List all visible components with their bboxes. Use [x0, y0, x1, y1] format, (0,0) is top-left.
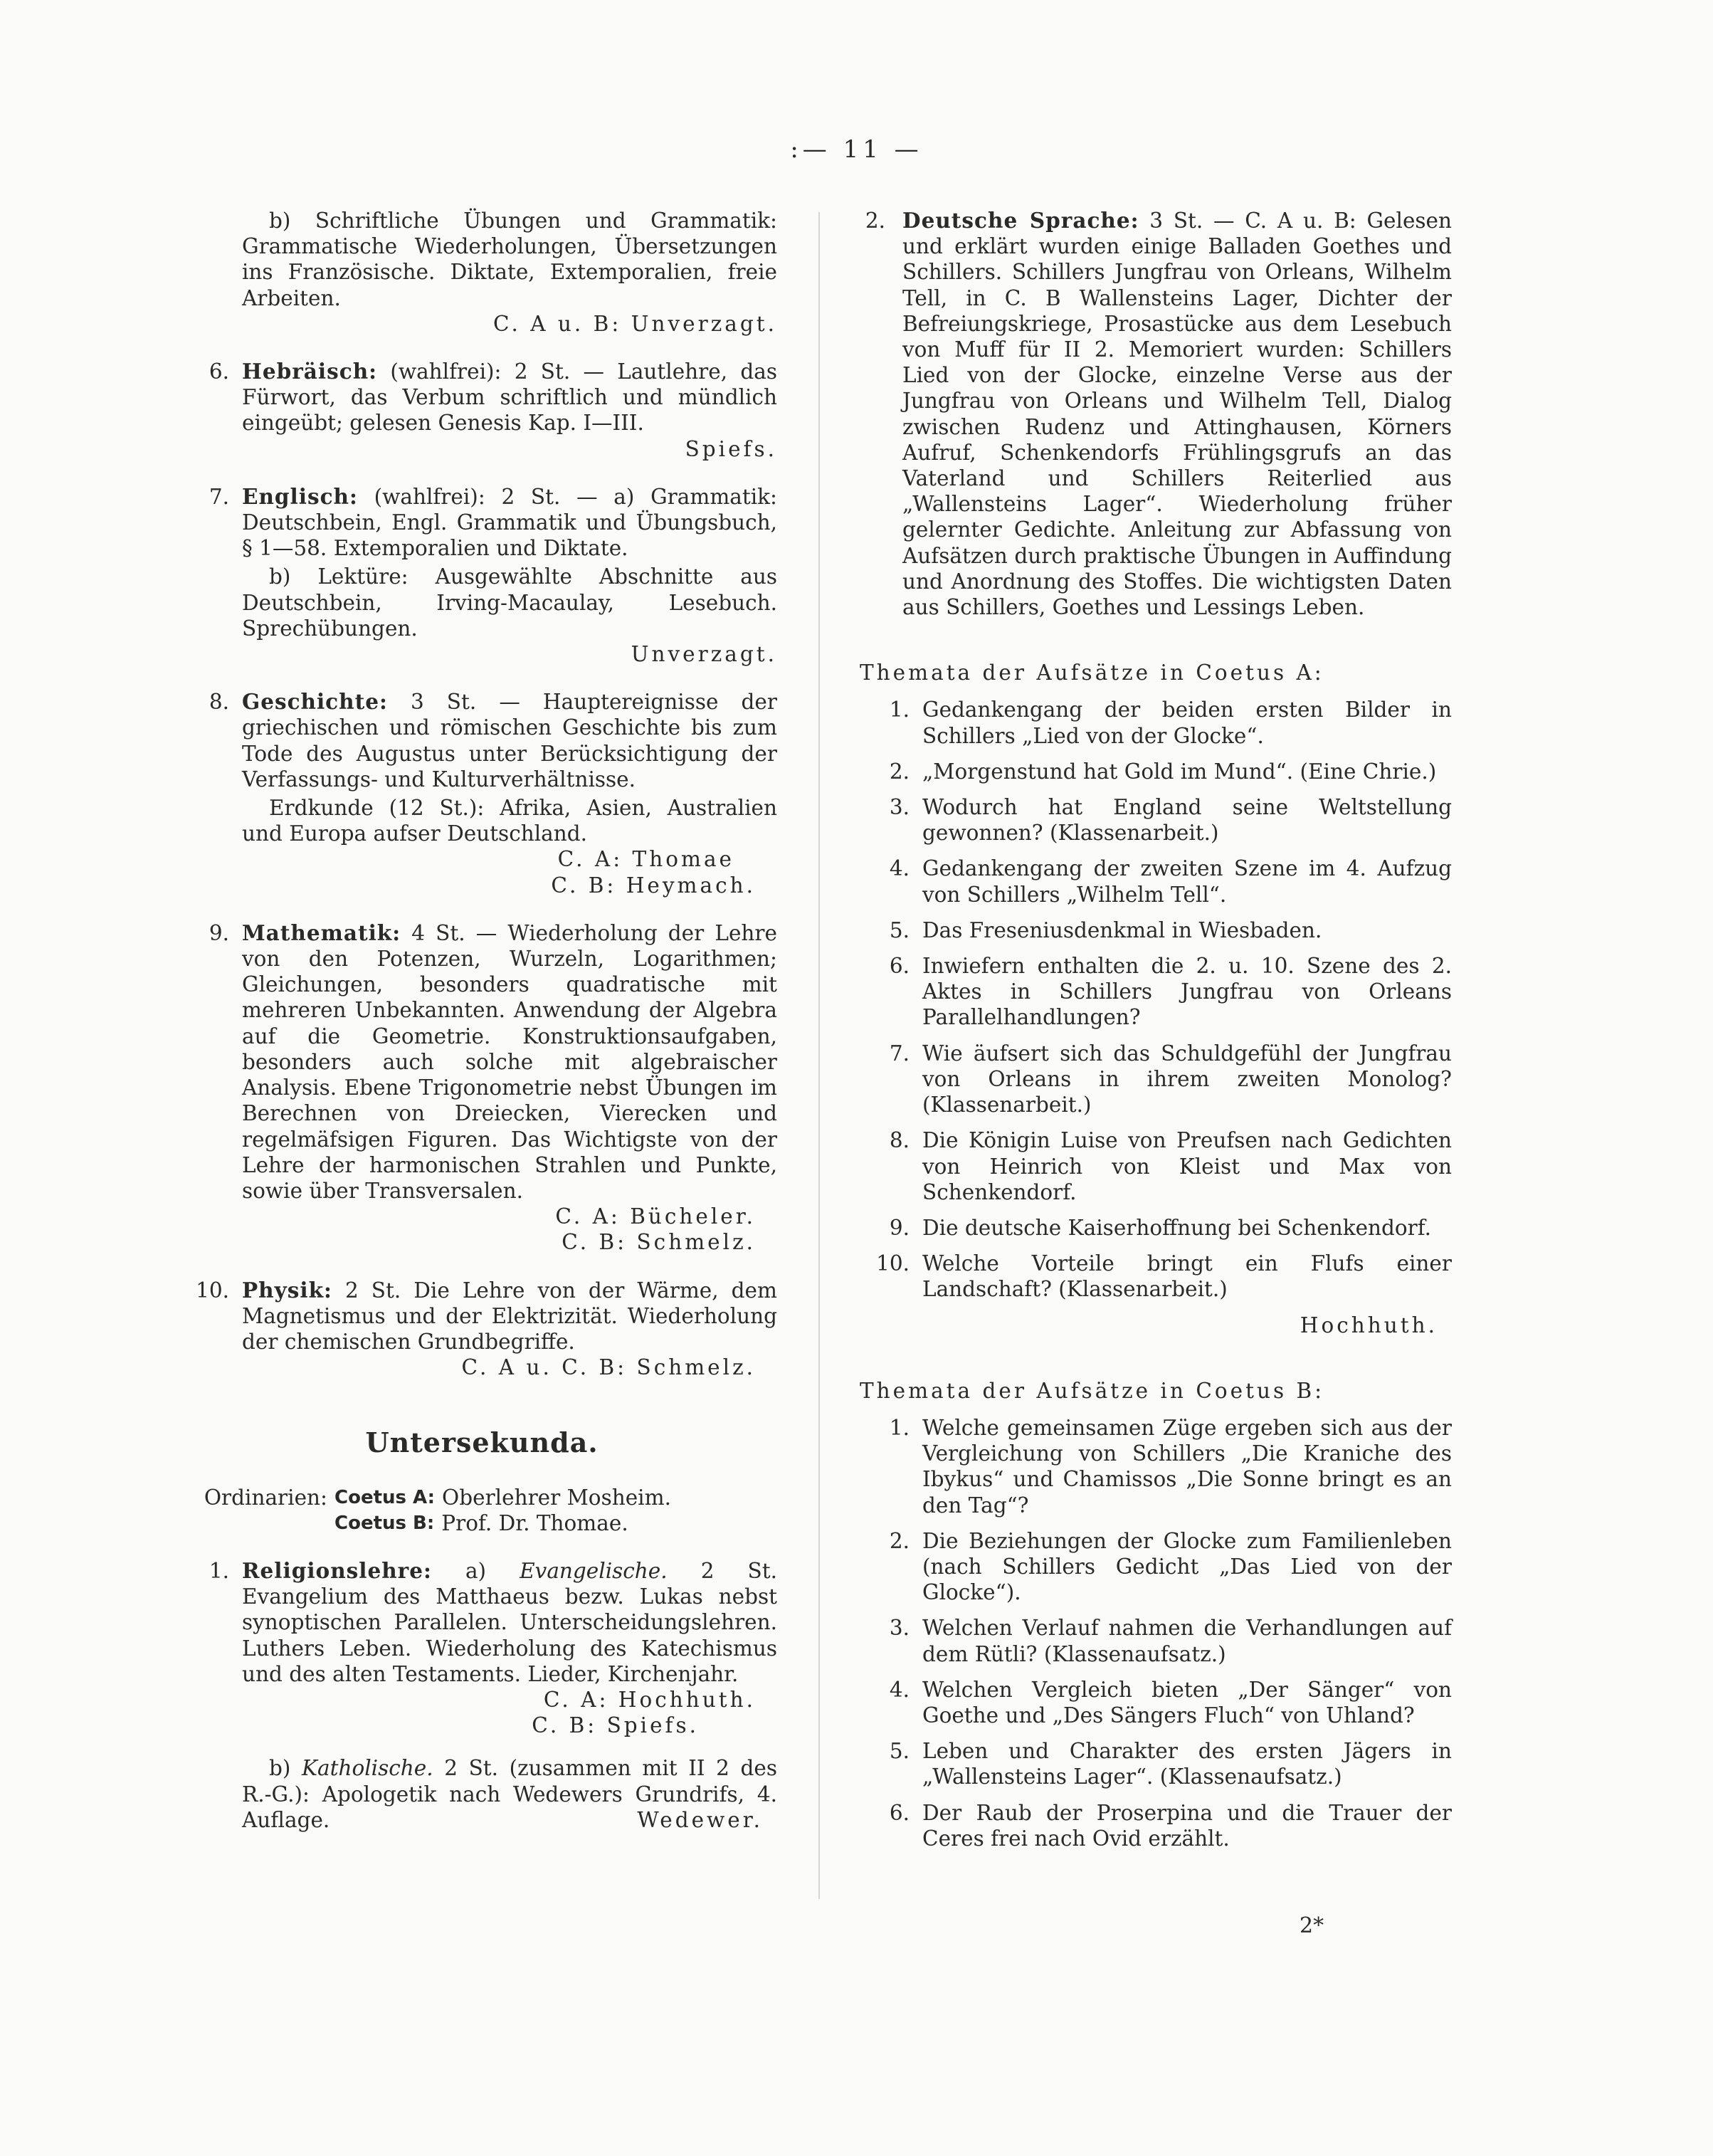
item-number: 8.	[209, 690, 229, 715]
ordinarien-label: Ordinarien:	[204, 1485, 327, 1510]
topics-b-heading: Themata der Aufsätze in Coetus B:	[860, 1378, 1325, 1403]
right-column	[860, 208, 1452, 1861]
topics-a-list	[860, 697, 1452, 1302]
topic-number: 4.	[889, 856, 910, 881]
subject-math	[186, 920, 777, 1256]
topic-text: Welchen Verlauf nahmen die Verhandlungen auf dem Rütli? (Klassenaufsatz.)	[922, 1616, 1452, 1666]
topic-number: 1.	[889, 1415, 910, 1440]
subject-subtext: b) Lektüre: Ausgewählte Abschnitte aus Deutschbein, Irving-Macaulay, Lesebuch. Sprechübungen.	[242, 564, 777, 641]
topic-item	[860, 917, 1452, 943]
subject-title: Deutsche Sprache:	[902, 208, 1139, 233]
religion-b-kind: Katholische.	[302, 1756, 433, 1781]
teacher-name: C. A: Bücheler.	[555, 1204, 756, 1229]
subject-text: (wahlfrei): 2 St. — Lautlehre, das Fürwort, das Verbum schriftlich und mündlich eingeübt; gelesen Genesis Kap. I—III.	[242, 359, 777, 436]
subject-text: (wahlfrei): 2 St. — a) Grammatik: Deutschbein, Engl. Grammatik und Übungsbuch, § 1—58. Extemporalien und Diktate.	[242, 484, 777, 561]
topic-number: 6.	[889, 954, 910, 979]
item-number: 6.	[209, 359, 229, 384]
item-number: 1.	[209, 1558, 229, 1583]
religion-a-label: a)	[465, 1558, 487, 1583]
topic-text: Der Raub der Proserpina und die Trauer der Ceres frei nach Ovid erzählt.	[922, 1800, 1452, 1851]
topic-text: Wodurch hat England seine Weltstellung gewonnen? (Klassenarbeit.)	[922, 795, 1452, 846]
left-column	[186, 208, 777, 1855]
topic-text: Leben und Charakter des ersten Jägers in „Wallensteins Lager“. (Klassenaufsatz.)	[922, 1739, 1452, 1789]
topic-text: Die Beziehungen der Glocke zum Familienleben (nach Schillers Gedicht „Das Lied von der Glocke“).	[922, 1528, 1452, 1605]
subject-title: Physik:	[242, 1277, 332, 1303]
topic-text: Das Freseniusdenkmal in Wiesbaden.	[922, 917, 1322, 942]
topic-number: 10.	[876, 1251, 910, 1276]
teacher-name: Spiefs.	[685, 436, 777, 461]
topic-item	[860, 1615, 1452, 1666]
subject-title: Mathematik:	[242, 920, 401, 945]
topic-text: Inwiefern enthalten die 2. u. 10. Szene des 2. Aktes in Schillers Jungfrau von Orleans Parallelhandlungen?	[922, 954, 1452, 1030]
topics-b-list	[860, 1415, 1452, 1851]
topic-number: 3.	[889, 1616, 910, 1641]
topic-number: 8.	[889, 1128, 910, 1153]
topic-item	[860, 1251, 1452, 1302]
topic-text: Welche gemeinsamen Züge ergeben sich aus der Vergleichung von Schillers „Die Kraniche des Ibykus“ und Chamissos „Die Sonne bringt es an den Tag“?	[922, 1415, 1452, 1518]
teacher-name: C. A: Hochhuth.	[543, 1687, 756, 1712]
teacher-name: C. B: Schmelz.	[562, 1230, 756, 1255]
topic-text: Welchen Vergleich bieten „Der Sänger“ von Goethe und „Des Sängers Fluch“ von Uhland?	[922, 1677, 1452, 1728]
topic-number: 6.	[889, 1800, 910, 1825]
subject-title: Hebräisch:	[242, 359, 378, 384]
subject-english	[186, 484, 777, 667]
topic-item	[860, 697, 1452, 748]
religion-b-text: 2 St. (zusammen mit II 2 des R.-G.): Apologetik nach Wedewers Grundrifs, 4. Auflage.	[242, 1756, 777, 1832]
topic-item	[860, 856, 1452, 907]
topic-text: Welche Vorteile bringt ein Flufs einer Landschaft? (Klassenarbeit.)	[922, 1251, 1452, 1302]
item-number: 9.	[209, 920, 229, 945]
topic-item	[860, 1215, 1452, 1241]
french-writing-teacher: C. A u. B: Unverzagt.	[492, 311, 777, 336]
topic-text: Gedankengang der zweiten Szene im 4. Aufzug von Schillers „Wilhelm Tell“.	[922, 856, 1452, 907]
french-writing-item	[186, 208, 777, 337]
topic-number: 2.	[889, 759, 910, 784]
item-number: 10.	[196, 1278, 229, 1303]
topic-text: Gedankengang der beiden ersten Bilder in Schillers „Lied von der Glocke“.	[922, 698, 1452, 748]
coetus-b-name: Prof. Dr. Thomae.	[441, 1510, 628, 1535]
subject-religion	[186, 1558, 777, 1833]
topic-item	[860, 1041, 1452, 1118]
topic-item	[860, 794, 1452, 846]
topic-text: „Morgenstund hat Gold im Mund“. (Eine Chrie.)	[922, 759, 1437, 784]
topic-number: 7.	[889, 1041, 910, 1066]
subject-title: Englisch:	[242, 483, 358, 509]
french-writing-text: b) Schriftliche Übungen und Grammatik: Grammatische Wiederholungen, Übersetzungen ins Französische. Diktate, Extemporalien, freie Arbeiten.	[242, 209, 777, 310]
topic-item	[860, 1415, 1452, 1518]
subject-german	[860, 208, 1452, 620]
topic-item	[860, 1677, 1452, 1728]
subject-subtext: Erdkunde (12 St.): Afrika, Asien, Australien und Europa aufser Deutschland.	[242, 796, 777, 846]
topic-item	[860, 1738, 1452, 1789]
teacher-name: Wedewer.	[637, 1807, 763, 1832]
subject-text: 3 St. — Hauptereignisse der griechischen und römischen Geschichte bis zum Tode des Augustus unter Berücksichtigung der Verfassungs- und Kulturverhältnisse.	[242, 690, 777, 792]
subject-title: Geschichte:	[242, 689, 388, 715]
signature-mark: 2*	[1300, 1913, 1324, 1938]
topic-number: 9.	[889, 1215, 910, 1240]
religion-b-label: b)	[269, 1756, 291, 1781]
subject-hebrew	[186, 359, 777, 462]
topic-item	[860, 1127, 1452, 1205]
teacher-name: Unverzagt.	[631, 642, 777, 667]
topic-number: 5.	[889, 917, 910, 942]
section-title: Untersekunda.	[365, 1426, 599, 1459]
teacher-name: C. B: Spiefs.	[532, 1713, 699, 1738]
topic-number: 1.	[889, 698, 910, 722]
coetus-a-label: Coetus A:	[334, 1486, 436, 1508]
topic-text: Wie äufsert sich das Schuldgefühl der Jungfrau von Orleans in ihrem zweiten Monolog? (Klassenarbeit.)	[922, 1041, 1452, 1118]
topic-number: 3.	[889, 795, 910, 820]
item-number: 2.	[865, 209, 885, 233]
topic-item	[860, 953, 1452, 1031]
coetus-a-name: Oberlehrer Mosheim.	[442, 1485, 671, 1510]
topics-a-heading: Themata der Aufsätze in Coetus A:	[860, 661, 1324, 685]
religion-a-kind: Evangelische.	[520, 1558, 668, 1583]
topic-text: Die deutsche Kaiserhoffnung bei Schenkendorf.	[922, 1215, 1432, 1240]
teacher-name: C. A: Thomae	[557, 847, 734, 872]
subject-text: 3 St. — C. A u. B: Gelesen und erklärt wurden einige Balladen Goethes und Schillers. Schillers Jungfrau von Orleans, Wilhelm Tell, in C. B Wallensteins Lager, Dichter der Befreiungskriege, Prosastücke aus dem Lesebuch von Muff für II 2. Memoriert wurden: Schillers Lied von der Glocke, einzelne Verse aus der Jungfrau von Orleans und Wilhelm Tell, Dialog zwischen Rudenz und Attinghausen, Körners Aufruf, Schenkendorfs Frühlingsgrufs an das Vaterland und Schillers Reiterlied aus „Wallensteins Lager“. Wiederholung früher gelernter Gedichte. Anleitung zur Abfassung von Aufsätzen durch praktische Übungen in Auffindung und Anordnung des Stoffes. Die wichtigsten Daten aus Schillers, Goethes und Lessings Leben.	[902, 209, 1453, 620]
topic-item	[860, 1800, 1452, 1851]
column-divider	[818, 212, 820, 1899]
topics-a-teacher: Hochhuth.	[1300, 1313, 1438, 1337]
topic-item	[860, 1528, 1452, 1606]
subject-text: 2 St. Evangelium des Matthaeus bezw. Lukas nebst synoptischen Parallelen. Unterscheidungslehren. Luthers Leben. Wiederholung des Katechismus und des alten Testaments. Lieder, Kirchenjahr.	[242, 1558, 777, 1686]
item-number: 7.	[209, 484, 229, 509]
teacher-name: C. B: Heymach.	[551, 873, 756, 898]
subject-text: 2 St. Die Lehre von der Wärme, dem Magnetismus und der Elektrizität. Wiederholung der chemischen Grundbegriffe.	[242, 1278, 777, 1354]
ordinarien	[186, 1485, 777, 1536]
subject-title: Religionslehre:	[242, 1557, 432, 1583]
topic-number: 4.	[889, 1677, 910, 1702]
topic-number: 2.	[889, 1528, 910, 1553]
subject-history	[186, 689, 777, 898]
subject-physics	[186, 1278, 777, 1381]
coetus-b-label: Coetus B:	[334, 1512, 435, 1534]
subject-text: 4 St. — Wiederholung der Lehre von den Potenzen, Wurzeln, Logarithmen; Gleichungen, besonders quadratische mit mehreren Unbekannten. Anwendung der Algebra auf die Geometrie. Konstruktionsaufgaben, besonders auch solche mit algebraischer Analysis. Ebene Trigonometrie nebst Übungen im Berechnen von Dreiecken, Vierecken und regelmäfsigen Figuren. Das Wichtigste von der Lehre der harmonischen Strahlen und Punkte, sowie über Transversalen.	[242, 920, 777, 1203]
topic-number: 5.	[889, 1739, 910, 1764]
topic-text: Die Königin Luise von Preufsen nach Gedichten von Heinrich von Kleist und Max von Schenkendorf.	[922, 1128, 1452, 1204]
topic-item	[860, 759, 1452, 784]
teacher-name: C. A u. C. B: Schmelz.	[461, 1355, 756, 1380]
page-number: :— 11 —	[790, 135, 923, 164]
